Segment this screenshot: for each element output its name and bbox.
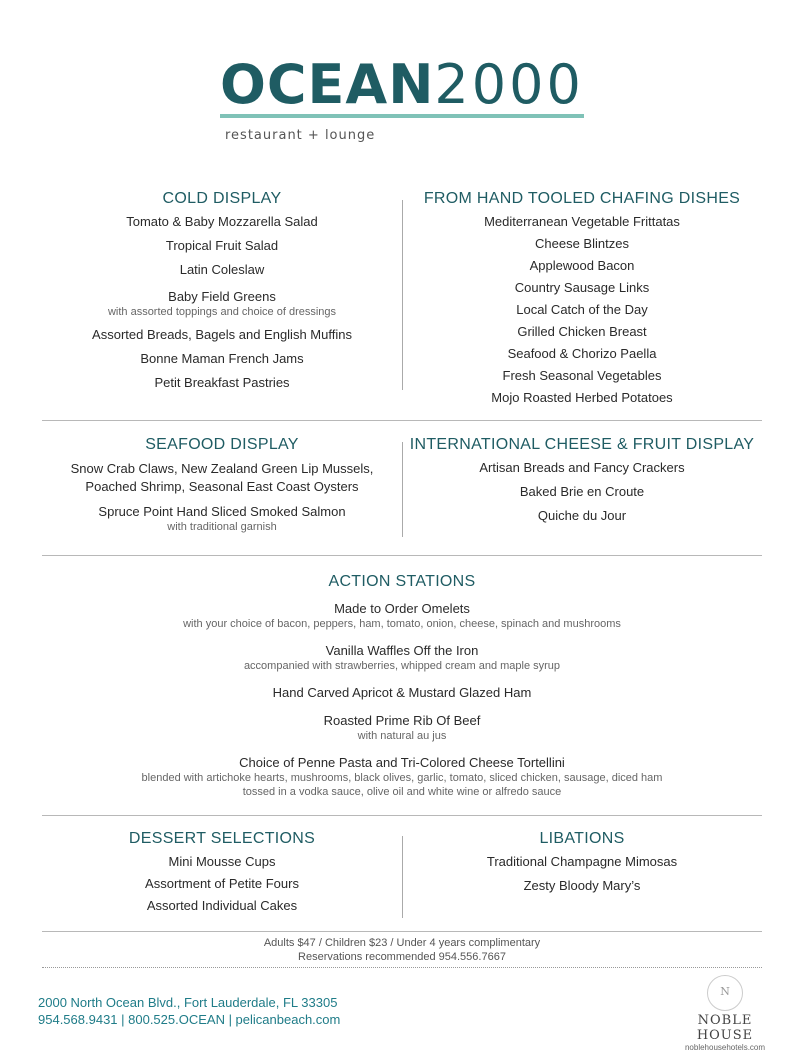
section-dessert-libations: [42, 830, 762, 914]
menu-item: Fresh Seasonal Vegetables: [502, 368, 662, 383]
address-line: 2000 North Ocean Blvd., Fort Lauderdale, FL 33305: [38, 995, 338, 1010]
menu-item: Petit Breakfast Pastries: [154, 375, 290, 390]
menu-item: Choice of Penne Pasta and Tri-Colored Cheese Tortellini: [239, 755, 565, 770]
menu-item: Applewood Bacon: [529, 258, 635, 273]
menu-item: Roasted Prime Rib Of Beef: [323, 713, 481, 728]
section-divider: [42, 420, 762, 421]
menu-item: Vanilla Waffles Off the Iron: [325, 643, 479, 658]
menu-item: Made to Order Omelets: [334, 601, 470, 616]
action-stations: [42, 573, 762, 799]
pricing: [42, 936, 762, 964]
section-seafood-cheese: [42, 436, 762, 534]
cheese-title: INTERNATIONAL CHEESE & FRUIT DISPLAY: [409, 436, 755, 453]
menu-item: Country Sausage Links: [514, 280, 650, 295]
noble-house-logo: [670, 975, 780, 1052]
cold-display: [42, 190, 402, 406]
menu-item: Snow Crab Claws, New Zealand Green Lip Mussels,: [70, 461, 374, 476]
menu-item: Tomato & Baby Mozzarella Salad: [126, 214, 318, 229]
menu-item-note: accompanied with strawberries, whipped cream and maple syrup: [243, 660, 561, 672]
menu-item: Artisan Breads and Fancy Crackers: [479, 460, 685, 475]
menu-item-note: blended with artichoke hearts, mushrooms, black olives, garlic, tomato, sliced chicken, sausage, diced ham: [141, 772, 663, 784]
menu-item: Assorted Breads, Bagels and English Muffins: [92, 327, 352, 342]
column-divider: [402, 200, 403, 390]
menu-item: Poached Shrimp, Seasonal East Coast Oysters: [85, 479, 359, 494]
menu-item: Baby Field Greens: [168, 289, 276, 304]
brand-url: noblehousehotels.com: [684, 1043, 766, 1052]
section-divider: [42, 931, 762, 932]
menu-item: Mojo Roasted Herbed Potatoes: [491, 390, 673, 405]
menu-item: Latin Coleslaw: [179, 262, 265, 277]
menu-item: Cheese Blintzes: [535, 236, 629, 251]
menu-item: Mediterranean Vegetable Frittatas: [484, 214, 680, 229]
dessert-title: DESSERT SELECTIONS: [128, 830, 316, 847]
pricing-line: Adults $47 / Children $23 / Under 4 years complimentary: [263, 937, 541, 949]
menu-item: Bonne Maman French Jams: [140, 351, 304, 366]
reservations-line: Reservations recommended 954.556.7667: [298, 951, 506, 963]
cold-display-title: COLD DISPLAY: [162, 190, 282, 207]
menu-item: Seafood & Chorizo Paella: [507, 346, 657, 361]
menu-item: Assortment of Petite Fours: [145, 876, 299, 891]
logo-year: 2000: [434, 53, 584, 116]
section-divider: [42, 555, 762, 556]
restaurant-logo: [220, 53, 590, 143]
menu-item-note: with assorted toppings and choice of dressings: [107, 306, 337, 318]
footer-address: [38, 994, 340, 1028]
menu-item: Grilled Chicken Breast: [517, 324, 647, 339]
column-divider: [402, 442, 403, 537]
menu-item: Zesty Bloody Mary’s: [523, 878, 641, 893]
badge-letter: N: [720, 985, 730, 998]
menu-item: Quiche du Jour: [537, 508, 627, 523]
chafing-title: FROM HAND TOOLED CHAFING DISHES: [423, 190, 741, 207]
menu-item: Baked Brie en Croute: [519, 484, 645, 499]
menu-item: Tropical Fruit Salad: [165, 238, 279, 253]
menu-item: Spruce Point Hand Sliced Smoked Salmon: [98, 504, 346, 519]
libations: [402, 830, 762, 914]
column-divider: [402, 836, 403, 918]
dessert-selections: [42, 830, 402, 914]
cheese-display: [402, 436, 762, 534]
menu-item-note: with natural au jus: [357, 730, 447, 742]
action-title: ACTION STATIONS: [328, 573, 476, 590]
menu-item: Mini Mousse Cups: [168, 854, 276, 869]
chafing-dishes: [402, 190, 762, 406]
brand-name: NOBLE HOUSE: [696, 1013, 754, 1043]
seafood-display: [42, 436, 402, 534]
section-divider: [42, 967, 762, 968]
section-cold-chafing: [42, 190, 762, 406]
menu-item-note: with your choice of bacon, peppers, ham, tomato, onion, cheese, spinach and mushrooms: [183, 618, 621, 630]
menu-item: Hand Carved Apricot & Mustard Glazed Ham: [272, 685, 532, 700]
menu-item: Local Catch of the Day: [516, 302, 648, 317]
section-divider: [42, 815, 762, 816]
logo-wordmark: [220, 53, 590, 116]
menu-item-note: with traditional garnish: [167, 521, 277, 533]
seafood-title: SEAFOOD DISPLAY: [145, 436, 299, 453]
logo-subtitle: restaurant + lounge: [225, 128, 376, 143]
compass-icon: [707, 975, 743, 1011]
menu-item-note: tossed in a vodka sauce, olive oil and white wine or alfredo sauce: [242, 786, 562, 798]
menu-item: Assorted Individual Cakes: [146, 898, 298, 913]
contact-line: 954.568.9431 | 800.525.OCEAN | pelicanbeach.com: [38, 1012, 341, 1027]
logo-ocean: OCEAN: [220, 53, 435, 116]
menu-item: Traditional Champagne Mimosas: [486, 854, 678, 869]
libations-title: LIBATIONS: [539, 830, 625, 847]
